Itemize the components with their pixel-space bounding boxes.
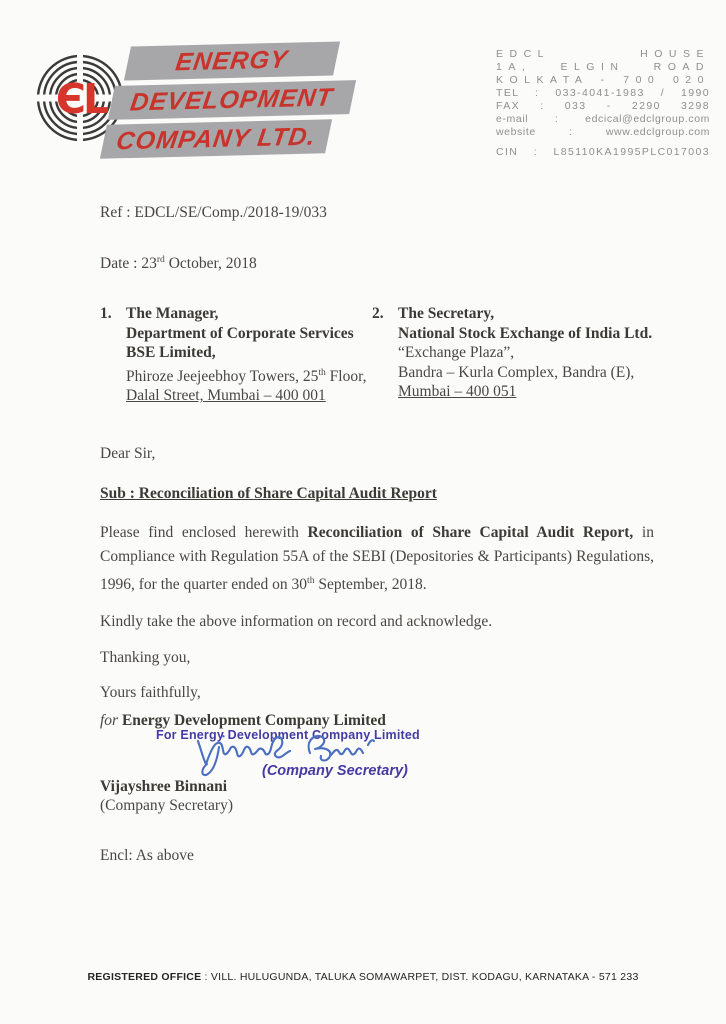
contact-line-city: KOLKATA - 700 020 bbox=[496, 74, 710, 86]
footer-text: : VILL. HULUGUNDA, TALUKA SOMAWARPET, DIST. KODAGU, KARNATAKA - 571 233 bbox=[201, 971, 639, 983]
recipient-blocks bbox=[100, 304, 654, 406]
recipient-2-line2: National Stock Exchange of India Ltd. bbox=[398, 324, 653, 342]
date-post: October, 2018 bbox=[164, 255, 257, 273]
company-stamp-line1: For Energy Development Company Limited bbox=[156, 727, 420, 742]
recipient-1-number: 1. bbox=[100, 305, 112, 323]
body-paragraph-2: Kindly take the above information on record and acknowledge. bbox=[100, 612, 493, 630]
thanking-line: Thanking you, bbox=[100, 648, 191, 666]
banner-development-text: DEVELOPMENT bbox=[128, 83, 336, 117]
contact-line-house: EDCL HOUSE bbox=[496, 48, 710, 60]
emblem-letters: ЄL bbox=[55, 75, 107, 123]
recipient-bse bbox=[100, 304, 372, 406]
recipient-1-line4-pre: Phiroze Jeejeebhoy Towers, 25 bbox=[126, 367, 319, 385]
recipient-1-line3: BSE Limited, bbox=[126, 344, 216, 362]
paragraph-1-mid: in Compliance with Regulation 55A of the SEBI (Depositories & Participants) Regulations, 1996, for the quarter ended on 30 bbox=[100, 523, 654, 593]
contact-line-cin: CIN : L85110KA1995PLC017003 bbox=[496, 146, 710, 158]
paragraph-1-post: September, 2018. bbox=[314, 575, 427, 593]
contact-line-road: 1A, ELGIN ROAD bbox=[496, 61, 710, 73]
recipient-1-address bbox=[126, 304, 367, 406]
banner-company-ltd-text: COMPANY LTD. bbox=[114, 122, 318, 156]
recipient-2-line3: “Exchange Plaza”, bbox=[398, 344, 515, 362]
recipient-2-line4: Bandra – Kurla Complex, Bandra (E), bbox=[398, 363, 635, 381]
banner-development bbox=[108, 80, 356, 120]
closing-line: Yours faithfully, bbox=[100, 683, 201, 701]
recipient-2-line1: The Secretary, bbox=[398, 305, 495, 323]
reference-line: Ref : EDCL/SE/Comp./2018-19/033 bbox=[100, 204, 327, 221]
subject-line: Sub : Reconciliation of Share Capital Audit Report bbox=[100, 484, 437, 502]
signer-name: Vijayshree Binnani bbox=[100, 777, 228, 795]
letter-content bbox=[100, 203, 654, 866]
signer-title: (Company Secretary) bbox=[100, 796, 233, 814]
paragraph-1-pre: Please find enclosed herewith bbox=[100, 523, 308, 541]
paragraph-1-bold: Reconciliation of Share Capital Audit Report, bbox=[307, 523, 634, 541]
contact-line-tel: TEL : 033-4041-1983 / 1990 bbox=[496, 87, 710, 99]
banner-energy-text: ENERGY bbox=[174, 45, 290, 77]
recipient-1-line2: Department of Corporate Services bbox=[126, 324, 354, 342]
company-name-banners bbox=[108, 44, 368, 156]
footer-label: REGISTERED OFFICE bbox=[87, 971, 202, 983]
signoff-company: Energy Development Company Limited bbox=[121, 711, 386, 729]
recipient-1-line4-post: Floor, bbox=[325, 367, 367, 385]
signoff-for: for bbox=[100, 711, 122, 729]
recipient-1-line4 bbox=[126, 363, 367, 387]
recipient-2-number: 2. bbox=[372, 305, 384, 323]
registered-office-footer bbox=[0, 971, 726, 983]
company-stamp-line2: (Company Secretary) bbox=[262, 762, 408, 779]
contact-line-fax: FAX : 033 - 2290 3298 bbox=[496, 100, 710, 112]
recipient-nse bbox=[372, 304, 654, 406]
date-line bbox=[100, 250, 654, 274]
banner-company-ltd bbox=[100, 119, 332, 158]
paragraph-1-ordinal: th bbox=[307, 574, 315, 586]
recipient-2-line5: Mumbai – 400 051 bbox=[398, 383, 517, 401]
date-ordinal: rd bbox=[156, 254, 165, 265]
banner-energy bbox=[124, 41, 340, 80]
recipient-1-line4-ordinal: th bbox=[318, 366, 326, 378]
enclosure-line: Encl: As above bbox=[100, 846, 194, 864]
date-pre: Date : 23 bbox=[100, 255, 157, 273]
recipient-2-address bbox=[398, 304, 652, 406]
body-paragraph-1 bbox=[100, 521, 654, 597]
contact-line-email: e-mail : edcical@edclgroup.com bbox=[496, 113, 710, 125]
recipient-1-line5: Dalal Street, Mumbai – 400 001 bbox=[126, 387, 326, 405]
letterhead-contact-block bbox=[496, 48, 710, 159]
recipient-1-line1: The Manager, bbox=[126, 305, 219, 323]
signature-block bbox=[100, 711, 654, 816]
contact-line-website: website : www.edclgroup.com bbox=[496, 126, 710, 138]
salutation: Dear Sir, bbox=[100, 444, 156, 462]
